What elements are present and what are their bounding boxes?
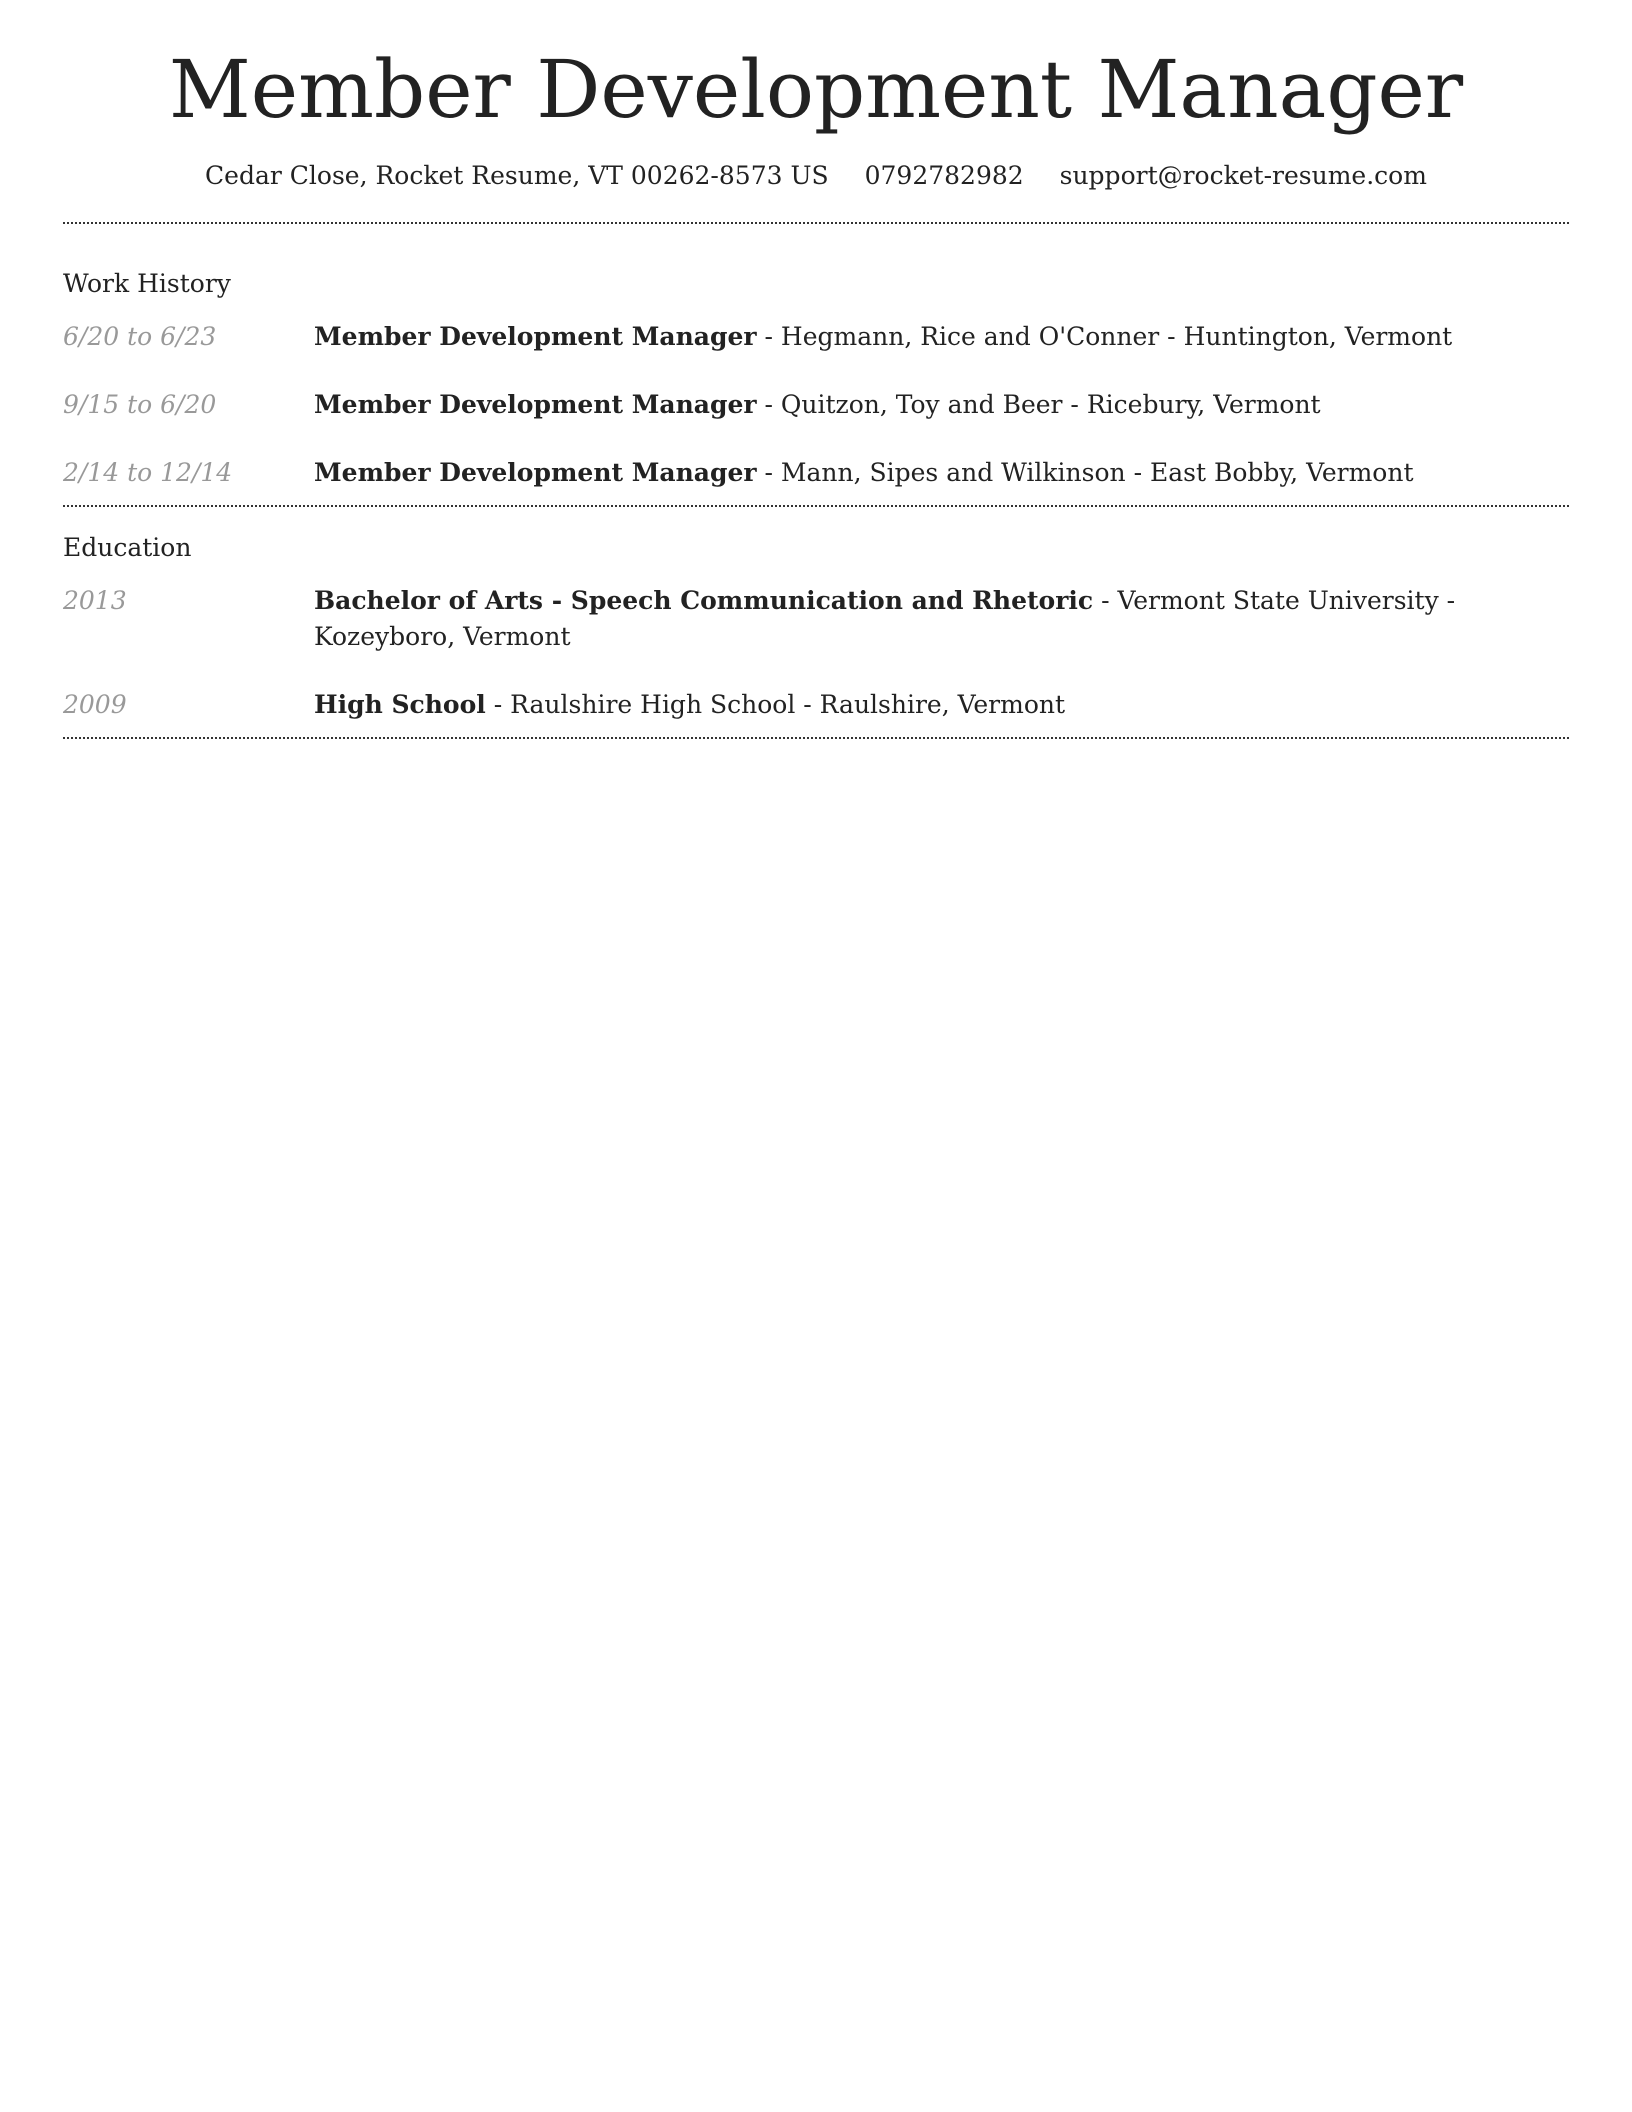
contact-email: support@rocket-resume.com — [1059, 161, 1427, 190]
work-entry-details: - Quitzon, Toy and Beer - Ricebury, Vermont — [756, 390, 1321, 419]
work-entry — [63, 455, 1569, 491]
work-entry-date: 6/20 to 6/23 — [63, 322, 217, 351]
education-entry — [63, 687, 1569, 723]
education-entry-date: 2009 — [63, 690, 127, 719]
divider-bottom — [63, 737, 1569, 739]
education-entry — [63, 583, 1569, 655]
work-entry-date: 2/14 to 12/14 — [63, 458, 233, 487]
work-entry-role: Member Development Manager — [314, 390, 757, 419]
work-entry-role: Member Development Manager — [314, 322, 757, 351]
work-entry-description — [314, 319, 1569, 355]
work-entry-date: 9/15 to 6/20 — [63, 390, 217, 419]
section-title-work-history: Work History — [63, 269, 231, 298]
contact-line — [63, 163, 1569, 188]
contact-address: Cedar Close, Rocket Resume, VT 00262-8573 US — [205, 161, 829, 190]
work-entry — [63, 387, 1569, 423]
resume-header — [63, 0, 1569, 188]
work-entry-details: - Hegmann, Rice and O'Conner - Huntington, Vermont — [756, 322, 1453, 351]
education-entry-date: 2013 — [63, 586, 127, 615]
education-section — [63, 535, 1569, 723]
education-entry-details: - Vermont State University - Kozeyboro, Vermont — [314, 586, 1456, 651]
education-entry-details: - Raulshire High School - Raulshire, Vermont — [485, 690, 1066, 719]
section-title-education: Education — [63, 533, 192, 562]
work-entry-role: Member Development Manager — [314, 458, 757, 487]
education-entry-degree: Bachelor of Arts - Speech Communication and Rhetoric — [314, 586, 1094, 615]
education-entry-description — [314, 583, 1569, 655]
work-entry — [63, 319, 1569, 355]
education-entry-degree: High School — [314, 690, 486, 719]
contact-phone: 0792782982 — [864, 161, 1024, 190]
divider-top — [63, 222, 1569, 224]
work-entry-description — [314, 455, 1569, 491]
work-entry-details: - Mann, Sipes and Wilkinson - East Bobby, Vermont — [756, 458, 1414, 487]
divider-middle — [63, 505, 1569, 507]
education-entry-description — [314, 687, 1569, 723]
work-entry-description — [314, 387, 1569, 423]
work-history-section — [63, 271, 1569, 491]
page-title: Member Development Manager — [168, 43, 1464, 136]
